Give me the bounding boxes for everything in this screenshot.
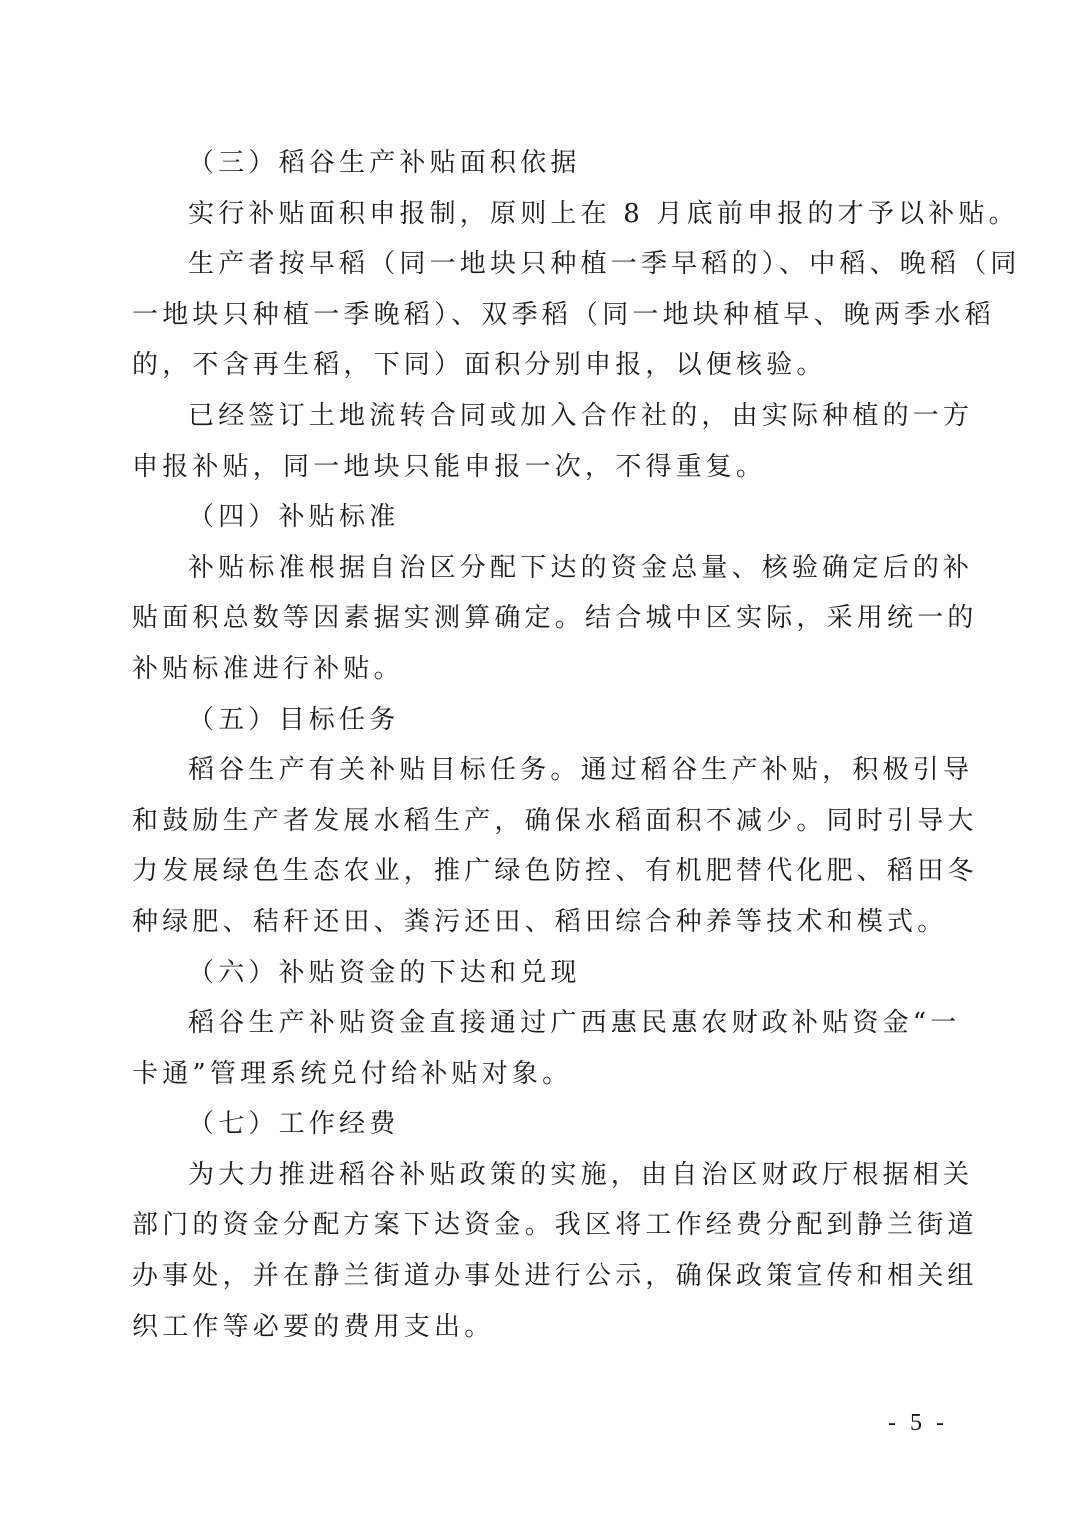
section-heading: （三）稻谷生产补贴面积依据: [188, 148, 581, 178]
section-heading: （七）工作经费: [188, 1109, 400, 1140]
paragraph-line: 生产者按早稻（同一地块只种植一季早稻的）、中稻、晚稻（同: [188, 249, 1021, 280]
paragraph-line: 申报补贴，同一地块只能申报一次，不得重复。: [132, 451, 767, 482]
paragraph-line: 为大力推进稻谷补贴政策的实施，由自治区财政厅根据相关: [188, 1159, 974, 1190]
section-heading: （五）目标任务: [188, 704, 400, 735]
paragraph-line: 种绿肥、秸秆还田、粪污还田、稻田综合种养等技术和模式。: [132, 906, 948, 937]
paragraph-line: 和鼓励生产者发展水稻生产，确保水稻面积不减少。同时引导大: [132, 805, 978, 836]
paragraph-line: 卡通”管理系统兑付给补贴对象。: [132, 1058, 573, 1089]
paragraph-line: 稻谷生产补贴资金直接通过广西惠民惠农财政补贴资金“一: [188, 1008, 961, 1039]
paragraph-line: 办事处，并在静兰街道办事处进行公示，确保政策宣传和相关组: [132, 1261, 978, 1292]
section-heading: （四）补贴标准: [188, 502, 400, 533]
paragraph-line: 补贴标准进行补贴。: [132, 653, 404, 684]
paragraph-line: 实行补贴面积申报制，原则上在 8 月底前申报的才予以补贴。: [188, 198, 1019, 229]
paragraph-line: 部门的资金分配方案下达资金。我区将工作经费分配到静兰街道: [132, 1210, 978, 1241]
paragraph-line: 织工作等必要的费用支出。: [132, 1311, 495, 1342]
document-body: [132, 138, 1021, 1352]
paragraph-line: 一地块只种植一季晚稻）、双季稻（同一地块种植早、晚两季水稻: [132, 299, 995, 330]
paragraph-line: 稻谷生产有关补贴目标任务。通过稻谷生产补贴，积极引导: [188, 755, 974, 786]
paragraph-line: 已经签订土地流转合同或加入合作社的，由实际种植的一方: [188, 400, 974, 431]
paragraph-line: 补贴标准根据自治区分配下达的资金总量、核验确定后的补: [188, 552, 974, 583]
page-number: - 5 -: [888, 1410, 948, 1436]
paragraph-line: 的，不含再生稻，下同）面积分别申报，以便核验。: [132, 350, 827, 381]
section-heading: （六）补贴资金的下达和兑现: [188, 957, 581, 988]
paragraph-line: 贴面积总数等因素据实测算确定。结合城中区实际，采用统一的: [132, 603, 978, 634]
paragraph-line: 力发展绿色生态农业，推广绿色防控、有机肥替代化肥、稻田冬: [132, 856, 978, 887]
